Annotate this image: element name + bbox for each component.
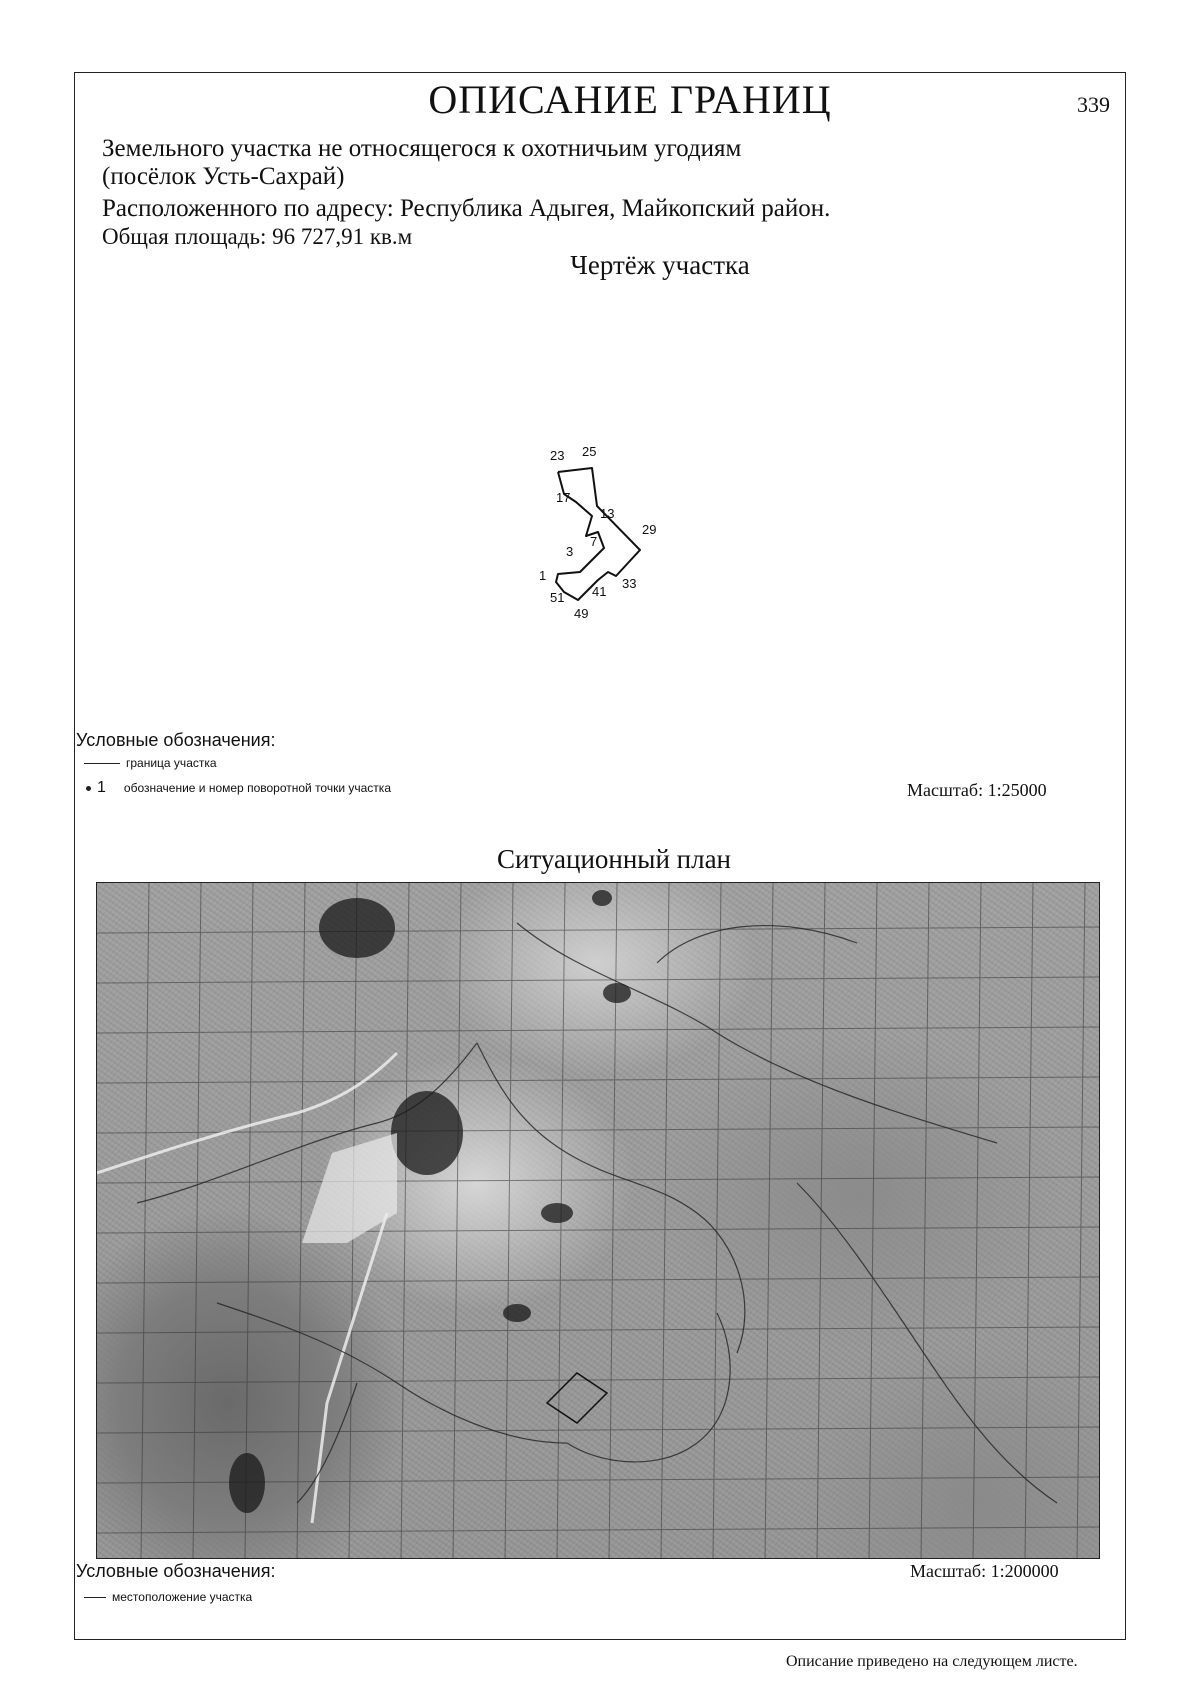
- point-label: 25: [582, 444, 597, 459]
- map-grid-line: [973, 883, 981, 1559]
- map-grid-line: [97, 1127, 1100, 1133]
- parcel-area: Общая площадь: 96 727,91 кв.м: [102, 224, 413, 249]
- map-grid-line: [401, 883, 409, 1559]
- legend-boundary-row: [84, 756, 217, 770]
- footer-note: Описание приведено на следующем листе.: [786, 1653, 1078, 1670]
- page-number: 339: [1077, 92, 1110, 117]
- point-label: 49: [574, 606, 589, 620]
- point-label: 17: [556, 490, 571, 505]
- map-grid-line: [97, 1527, 1100, 1533]
- parcel-description-line: Земельного участка не относящегося к охотничьим угодиям: [102, 135, 742, 162]
- point-marker-icon: [86, 786, 91, 791]
- map-grid-line: [141, 883, 149, 1559]
- map-grid-line: [921, 883, 929, 1559]
- map-grid-line: [97, 1227, 1100, 1233]
- topographic-map-image: [97, 883, 1100, 1559]
- map-grid-line: [713, 883, 721, 1559]
- point-label: 23: [550, 448, 565, 463]
- page-title: ОПИСАНИЕ ГРАНИЦ: [428, 77, 832, 122]
- point-label: 29: [642, 522, 657, 537]
- drawing-scale: Масштаб: 1:25000: [907, 780, 1047, 800]
- location-line-symbol: [84, 1597, 106, 1598]
- map-grid-line: [817, 883, 825, 1559]
- point-label: 3: [566, 544, 574, 559]
- legend-point-label: обозначение и номер поворотной точки участка: [123, 781, 391, 795]
- map-grid-line: [97, 1177, 1100, 1183]
- point-label: 7: [590, 534, 598, 549]
- map-grid-line: [1077, 883, 1085, 1559]
- point-label: 33: [622, 576, 637, 591]
- parcel-drawing: [520, 440, 670, 620]
- map-grid-line: [97, 1027, 1100, 1033]
- map-grid-line: [1025, 883, 1033, 1559]
- legend-boundary-label: граница участка: [126, 756, 217, 770]
- point-label: 1: [539, 568, 547, 583]
- map-grid-line: [453, 883, 461, 1559]
- map-grid-line: [97, 1277, 1100, 1283]
- map-grid-line: [193, 883, 201, 1559]
- legend-point-number: 1: [97, 779, 106, 796]
- situation-legend-title: Условные обозначения:: [76, 1561, 276, 1581]
- map-grid-line: [869, 883, 877, 1559]
- legend-location-row: [84, 1590, 252, 1604]
- situation-plan-map: [96, 882, 1100, 1559]
- settlement-name: (посёлок Усть-Сахрай): [102, 163, 345, 190]
- map-grid-line: [97, 927, 1100, 933]
- map-grid-line: [97, 1077, 1100, 1083]
- map-grid-line: [505, 883, 513, 1559]
- map-grid-line: [297, 883, 305, 1559]
- legend-location-label: местоположение участка: [112, 1590, 253, 1604]
- parcel-drawing-title: Чертёж участка: [570, 250, 750, 280]
- point-label: 13: [600, 506, 615, 521]
- situation-plan-title: Ситуационный план: [496, 844, 732, 874]
- map-grid-line: [97, 1427, 1100, 1433]
- situation-scale: Масштаб: 1:200000: [910, 1561, 1059, 1581]
- map-grid-line: [765, 883, 773, 1559]
- drawing-legend-title: Условные обозначения:: [76, 730, 276, 750]
- parcel-address: Расположенного по адресу: Республика Адыгея, Майкопский район.: [102, 195, 831, 222]
- legend-point-row: [84, 779, 391, 797]
- point-label: 51: [550, 590, 565, 605]
- boundary-line-symbol: [84, 763, 120, 764]
- map-grid-line: [97, 977, 1100, 983]
- point-label: 41: [592, 584, 607, 599]
